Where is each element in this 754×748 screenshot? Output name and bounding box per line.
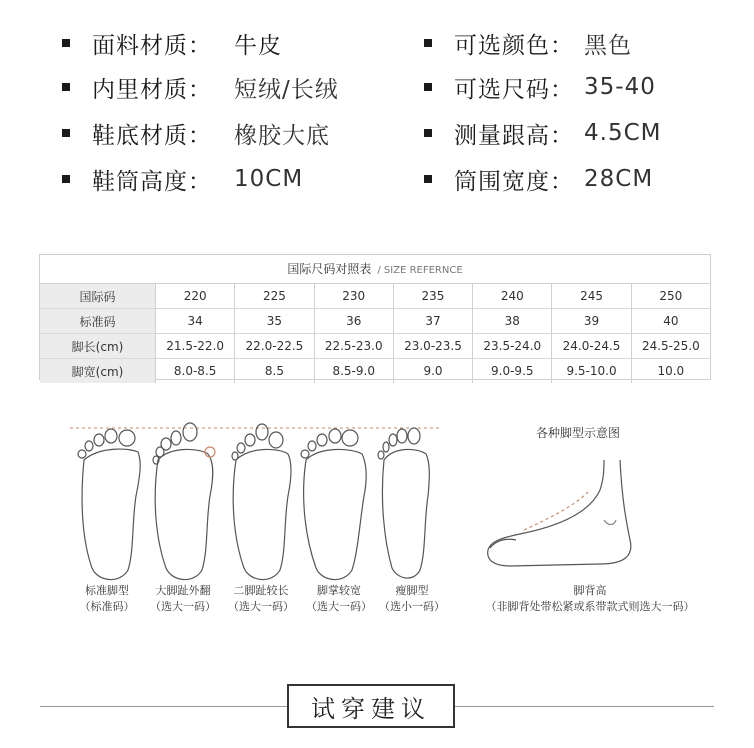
table-cell: 250 xyxy=(659,289,683,303)
foot-type-advice: （选大一码） xyxy=(306,600,372,613)
foot-side-advice: （非脚背处带松紧或系带款式则选大一码） xyxy=(485,600,695,613)
spec-key: 可选颜色： xyxy=(454,32,574,59)
foot-type-name: 标准脚型 xyxy=(85,584,129,597)
row-header: 国际码 xyxy=(40,284,156,308)
fitting-advice-heading: 试穿建议 xyxy=(287,684,455,728)
spec-key: 鞋底材质： xyxy=(92,122,212,149)
spec-value: 黑色 xyxy=(584,32,632,59)
table-cell: 22.5-23.0 xyxy=(315,334,394,358)
spec-value: 10CM xyxy=(234,166,304,192)
divider-right xyxy=(455,706,714,707)
size-table-title-text: 国际尺码对照表 xyxy=(287,262,372,276)
table-cell: 8.5 xyxy=(235,359,314,383)
foot-long-second-toe-icon xyxy=(232,424,291,580)
divider-left xyxy=(40,706,287,707)
table-cell: 8.5-9.0 xyxy=(315,359,394,383)
foot-wide-icon xyxy=(301,429,366,580)
foot-side-label xyxy=(470,583,710,615)
foot-type-advice: （选大一码） xyxy=(150,600,216,613)
table-cell: 24.5-25.0 xyxy=(641,339,700,353)
table-cell: 24.0-24.5 xyxy=(552,334,631,358)
foot-diagram-title: 各种脚型示意图 xyxy=(536,426,621,440)
spec-key: 鞋筒高度： xyxy=(92,168,212,195)
table-cell: 39 xyxy=(552,309,631,333)
table-cell: 36 xyxy=(315,309,394,333)
foot-type-advice: （选大一码） xyxy=(228,600,294,613)
table-cell: 34 xyxy=(156,309,235,333)
table-cell: 9.0-9.5 xyxy=(473,359,552,383)
table-cell: 9.0 xyxy=(394,359,473,383)
table-cell: 22.0-22.5 xyxy=(235,334,314,358)
foot-bunion-icon xyxy=(153,423,215,580)
table-cell: 10.0 xyxy=(657,364,685,378)
row-header: 脚长(cm) xyxy=(40,334,156,358)
spec-key: 面料材质： xyxy=(92,32,212,59)
table-cell: 37 xyxy=(394,309,473,333)
table-cell: 230 xyxy=(315,284,394,308)
foot-standard-icon xyxy=(78,429,140,580)
table-cell: 220 xyxy=(156,284,235,308)
foot-type-name: 脚掌较宽 xyxy=(317,584,361,597)
foot-type-name: 大脚趾外翻 xyxy=(155,584,211,597)
spec-key: 测量跟高： xyxy=(454,122,574,149)
foot-label-slim xyxy=(367,583,457,615)
foot-label-bunion xyxy=(138,583,228,615)
table-cell: 40 xyxy=(663,314,679,328)
spec-value: 牛皮 xyxy=(234,32,282,59)
foot-type-name: 二脚趾较长 xyxy=(233,584,289,597)
table-cell: 235 xyxy=(394,284,473,308)
foot-type-advice: （标准码） xyxy=(79,600,135,613)
spec-key: 筒围宽度： xyxy=(454,168,574,195)
foot-side-name: 脚背高 xyxy=(573,584,607,597)
foot-label-long-second-toe xyxy=(216,583,306,615)
foot-side-view-icon xyxy=(488,460,631,566)
table-cell: 38 xyxy=(473,309,552,333)
spec-value: 35-40 xyxy=(584,74,656,100)
spec-key: 内里材质： xyxy=(92,76,212,103)
table-cell: 245 xyxy=(552,284,631,308)
spec-value: 短绒/长绒 xyxy=(234,76,339,103)
size-table-subtitle: / SIZE REFERNCE xyxy=(377,265,463,276)
row-header: 脚宽(cm) xyxy=(40,359,156,383)
row-header: 标准码 xyxy=(40,309,156,333)
table-cell: 21.5-22.0 xyxy=(156,334,235,358)
foot-slim-icon xyxy=(378,428,429,578)
table-cell: 23.0-23.5 xyxy=(394,334,473,358)
table-cell: 225 xyxy=(235,284,314,308)
table-cell: 9.5-10.0 xyxy=(552,359,631,383)
table-cell: 23.5-24.0 xyxy=(473,334,552,358)
spec-value: 28CM xyxy=(584,166,654,192)
table-cell: 8.0-8.5 xyxy=(156,359,235,383)
table-cell: 240 xyxy=(473,284,552,308)
foot-type-advice: （选小一码） xyxy=(379,600,445,613)
spec-value: 4.5CM xyxy=(584,120,662,146)
table-cell: 35 xyxy=(235,309,314,333)
foot-type-name: 瘦脚型 xyxy=(395,584,429,597)
spec-key: 可选尺码： xyxy=(454,76,574,103)
spec-value: 橡胶大底 xyxy=(234,122,330,149)
